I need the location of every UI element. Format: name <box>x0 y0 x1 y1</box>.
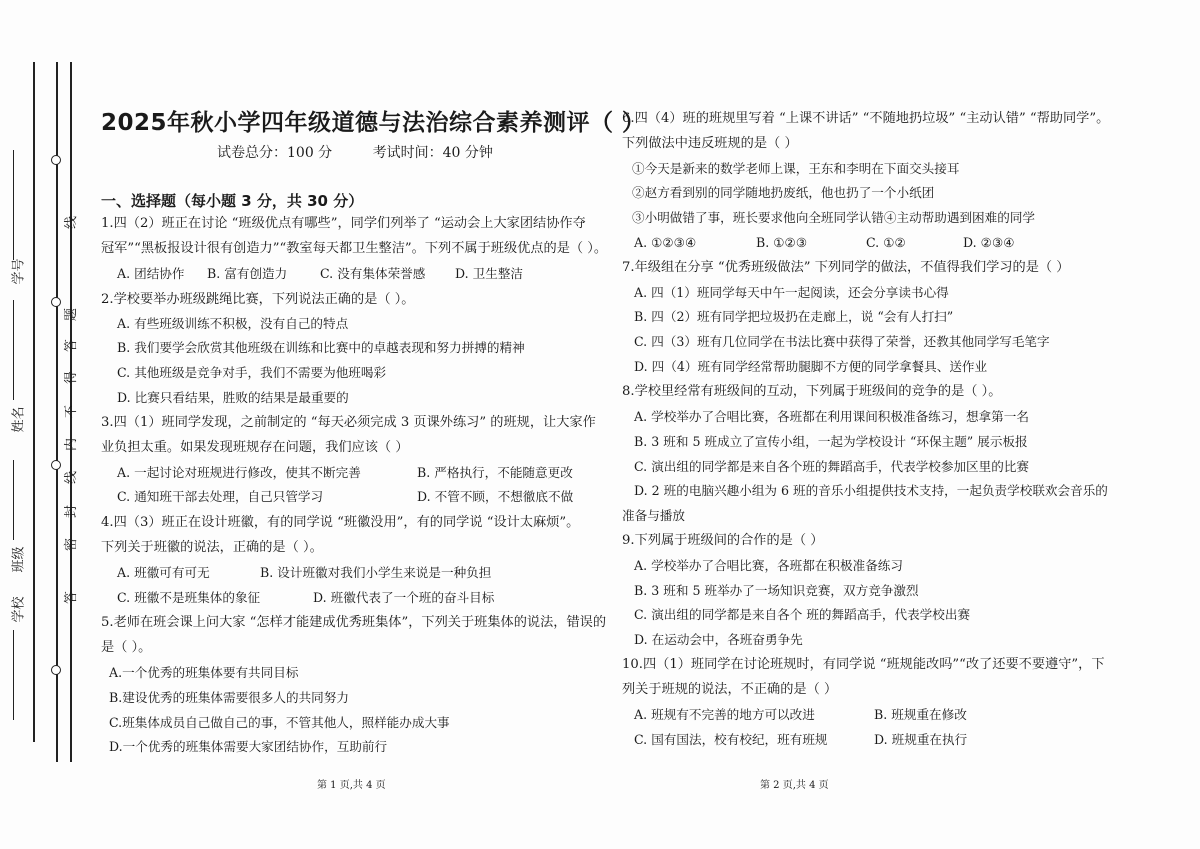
seal-char: 密 <box>64 537 80 552</box>
q1-option-c: C. 没有集体荣誉感 <box>320 266 426 281</box>
q2-option-d: D. 比赛只看结果，胜败的结果是最重要的 <box>117 390 349 405</box>
q6-item-2: ②赵方看到别的同学随地扔废纸，他也扔了一个小纸团 <box>632 185 935 200</box>
q7-option-c: C. 四（3）班有几位同学在书法比赛中获得了荣誉，还教其他同学写毛笔字 <box>634 334 1050 349</box>
seal-char: 题 <box>64 307 80 322</box>
q1-option-a: A. 团结协作 <box>117 266 185 281</box>
q1-option-b: B. 富有创造力 <box>207 266 288 281</box>
q3-stem: 3.四（1）班同学发现，之前制定的 “每天必须完成 3 页课外练习” 的班规，让大家作 <box>101 415 596 430</box>
q8-option-b: B. 3 班和 5 班成立了宣传小组，一起为学校设计 “环保主题” 展示板报 <box>634 434 1028 449</box>
exam-title: 2025年秋小学四年级道德与法治综合素养测评（ ） <box>101 110 646 136</box>
q10-option-c: C. 国有国法，校有校纪，班有班规 <box>634 732 828 747</box>
xingming-underline <box>13 300 14 400</box>
q10-stem: 列关于班规的说法，不正确的是（ ） <box>622 682 838 697</box>
page-footer-right: 第 2 页,共 4 页 <box>760 780 829 791</box>
binding-hole <box>51 460 61 470</box>
q6-option-b: B. ①②③ <box>756 235 808 250</box>
seal-char: 内 <box>64 437 80 452</box>
seal-char: 不 <box>64 404 80 419</box>
q5-option-d: D.一个优秀的班集体需要大家团结协作，互助前行 <box>109 739 388 754</box>
q4-option-a: A. 班徽可有可无 <box>117 565 210 580</box>
q1-stem: 1.四（2）班正在讨论 “班级优点有哪些”，同学们列举了 “运动会上大家团结协作夺 <box>101 216 586 231</box>
page-footer-left: 第 1 页,共 4 页 <box>317 780 386 791</box>
q7-option-b: B. 四（2）班有同学把垃圾扔在走廊上，说 “会有人打扫” <box>634 309 954 324</box>
student-id-label: 学号 <box>11 258 27 285</box>
q4-option-b: B. 设计班徽对我们小学生来说是一种负担 <box>260 565 492 580</box>
q5-option-c: C.班集体成员自己做自己的事，不管其他人，照样能办成大事 <box>109 715 450 730</box>
binding-hole <box>51 155 61 165</box>
q6-option-a: A. ①②③④ <box>634 235 697 250</box>
seal-char: 线 <box>64 215 80 230</box>
q6-item-1: ①今天是新来的数学老师上课，王东和李明在下面交头接耳 <box>632 161 960 176</box>
q5-stem: 是（ ）。 <box>101 640 152 655</box>
q10-option-d: D. 班规重在执行 <box>874 732 968 747</box>
q3-option-c: C. 通知班干部去处理，自己只管学习 <box>117 489 324 504</box>
q9-stem: 9.下列属于班级间的合作的是（ ） <box>622 533 824 548</box>
xuexiao-underline <box>13 630 14 720</box>
q6-option-c: C. ①② <box>866 235 906 250</box>
q6-item-3: ③小明做错了事，班长要求他向全班同学认错④主动帮助遇到困难的同学 <box>632 210 1035 225</box>
binding-line-outer <box>33 62 35 742</box>
q6-stem: 6.四（4）班的班规里写着 “上课不讲话” “不随地扔垃圾” “主动认错” “帮助同学”。 <box>622 111 1110 126</box>
q7-stem: 7.年级组在分享 “优秀班级做法” 下列同学的做法，不值得我们学习的是（ ） <box>622 260 1070 275</box>
seal-char: 得 <box>64 370 80 385</box>
student-name-label: 姓名 <box>11 406 27 433</box>
q10-option-a: A. 班规有不完善的地方可以改进 <box>634 707 815 722</box>
binding-margin <box>0 0 95 849</box>
q8-stem: 8.学校里经常有班级间的互动，下列属于班级间的竞争的是（ ）。 <box>622 384 1002 399</box>
q4-option-d: D. 班徽代表了一个班的奋斗目标 <box>313 590 495 605</box>
q8-option-d-cont: 准备与播放 <box>622 508 685 523</box>
seal-char: 答 <box>64 338 80 353</box>
school-label: 学校 <box>11 596 27 623</box>
q1-stem: 冠军”“黑板报设计很有创造力”“教室每天都卫生整洁”。下列不属于班级优点的是（ ）。 <box>101 241 608 256</box>
exam-meta <box>217 142 529 162</box>
banji-underline <box>13 460 14 540</box>
q8-option-a: A. 学校举办了合唱比赛，各班都在利用课间积极准备练习，想拿第一名 <box>634 409 1029 424</box>
q2-option-c: C. 其他班级是竞争对手，我们不需要为他班喝彩 <box>117 365 387 380</box>
exam-time: 考试时间：40 分钟 <box>372 145 493 161</box>
q3-option-d: D. 不管不顾，不想徹底不做 <box>417 489 574 504</box>
q2-stem: 2.学校要举办班级跳绳比赛，下列说法正确的是（ ）。 <box>101 292 415 307</box>
q2-option-a: A. 有些班级训练不积极，没有自己的特点 <box>117 316 349 331</box>
q7-option-d: D. 四（4）班有同学经常帮助腿脚不方便的同学拿餐具、送作业 <box>634 359 988 374</box>
q7-option-a: A. 四（1）班同学每天中午一起阅读，还会分享读书心得 <box>634 285 949 300</box>
q10-option-b: B. 班规重在修改 <box>874 707 967 722</box>
q5-option-b: B.建设优秀的班集体需要很多人的共同努力 <box>109 690 349 705</box>
seal-char: 线 <box>64 470 80 485</box>
q4-stem: 4.四（3）班正在设计班徽，有的同学说 “班徽没用”，有的同学说 “设计太麻烦”。 <box>101 515 580 530</box>
q5-stem: 5.老师在班会课上问大家 “怎样才能建成优秀班集体”，下列关于班集体的说法，错误的 <box>101 615 607 630</box>
xuehao-underline <box>13 150 14 260</box>
seal-char: 答 <box>64 590 80 605</box>
q3-option-b: B. 严格执行，不能随意更改 <box>417 465 573 480</box>
q8-option-d: D. 2 班的电脑兴趣小组为 6 班的音乐小组提供技术支持，一起负责学校联欢会音乐的 <box>634 483 1108 498</box>
q10-stem: 10.四（1）班同学在讨论班规时，有同学说 “班规能改吗”“改了还要不要遵守”，下 <box>622 657 1105 672</box>
binding-line-middle <box>56 62 58 762</box>
q9-option-d: D. 在运动会中，各班奋勇争先 <box>634 632 803 647</box>
q2-option-b: B. 我们要学会欣赏其他班级在训练和比赛中的卓越表现和努力拼搏的精神 <box>117 340 525 355</box>
q4-option-c: C. 班徽不是班集体的象征 <box>117 590 261 605</box>
q5-option-a: A.一个优秀的班集体要有共同目标 <box>109 665 299 680</box>
q4-stem: 下列关于班徽的说法，正确的是（ ）。 <box>101 540 323 555</box>
total-score: 试卷总分：100 分 <box>217 145 333 161</box>
q9-option-a: A. 学校举办了合唱比赛，各班都在积极准备练习 <box>634 558 903 573</box>
binding-hole <box>51 665 61 675</box>
q8-option-c: C. 演出组的同学都是来自各个班的舞蹈高手，代表学校参加区里的比赛 <box>634 459 1030 474</box>
q1-option-d: D. 卫生整洁 <box>455 266 524 281</box>
seal-char: 封 <box>64 504 80 519</box>
q9-option-c: C. 演出组的同学都是来自各个 班的舞蹈高手，代表学校出赛 <box>634 607 971 622</box>
q6-stem: 下列做法中违反班规的是（ ） <box>622 136 798 151</box>
q9-option-b: B. 3 班和 5 班举办了一场知识竞赛，双方竞争激烈 <box>634 583 919 598</box>
binding-hole <box>51 297 61 307</box>
q3-stem: 业负担太重。如果发现班规存在问题，我们应该（ ） <box>101 440 409 455</box>
q6-option-d: D. ②③④ <box>963 235 1015 250</box>
class-label: 班级 <box>11 546 27 573</box>
q3-option-a: A. 一起讨论对班规进行修改，使其不断完善 <box>117 465 361 480</box>
section-heading: 一、选择题（每小题 3 分，共 30 分） <box>101 192 364 210</box>
